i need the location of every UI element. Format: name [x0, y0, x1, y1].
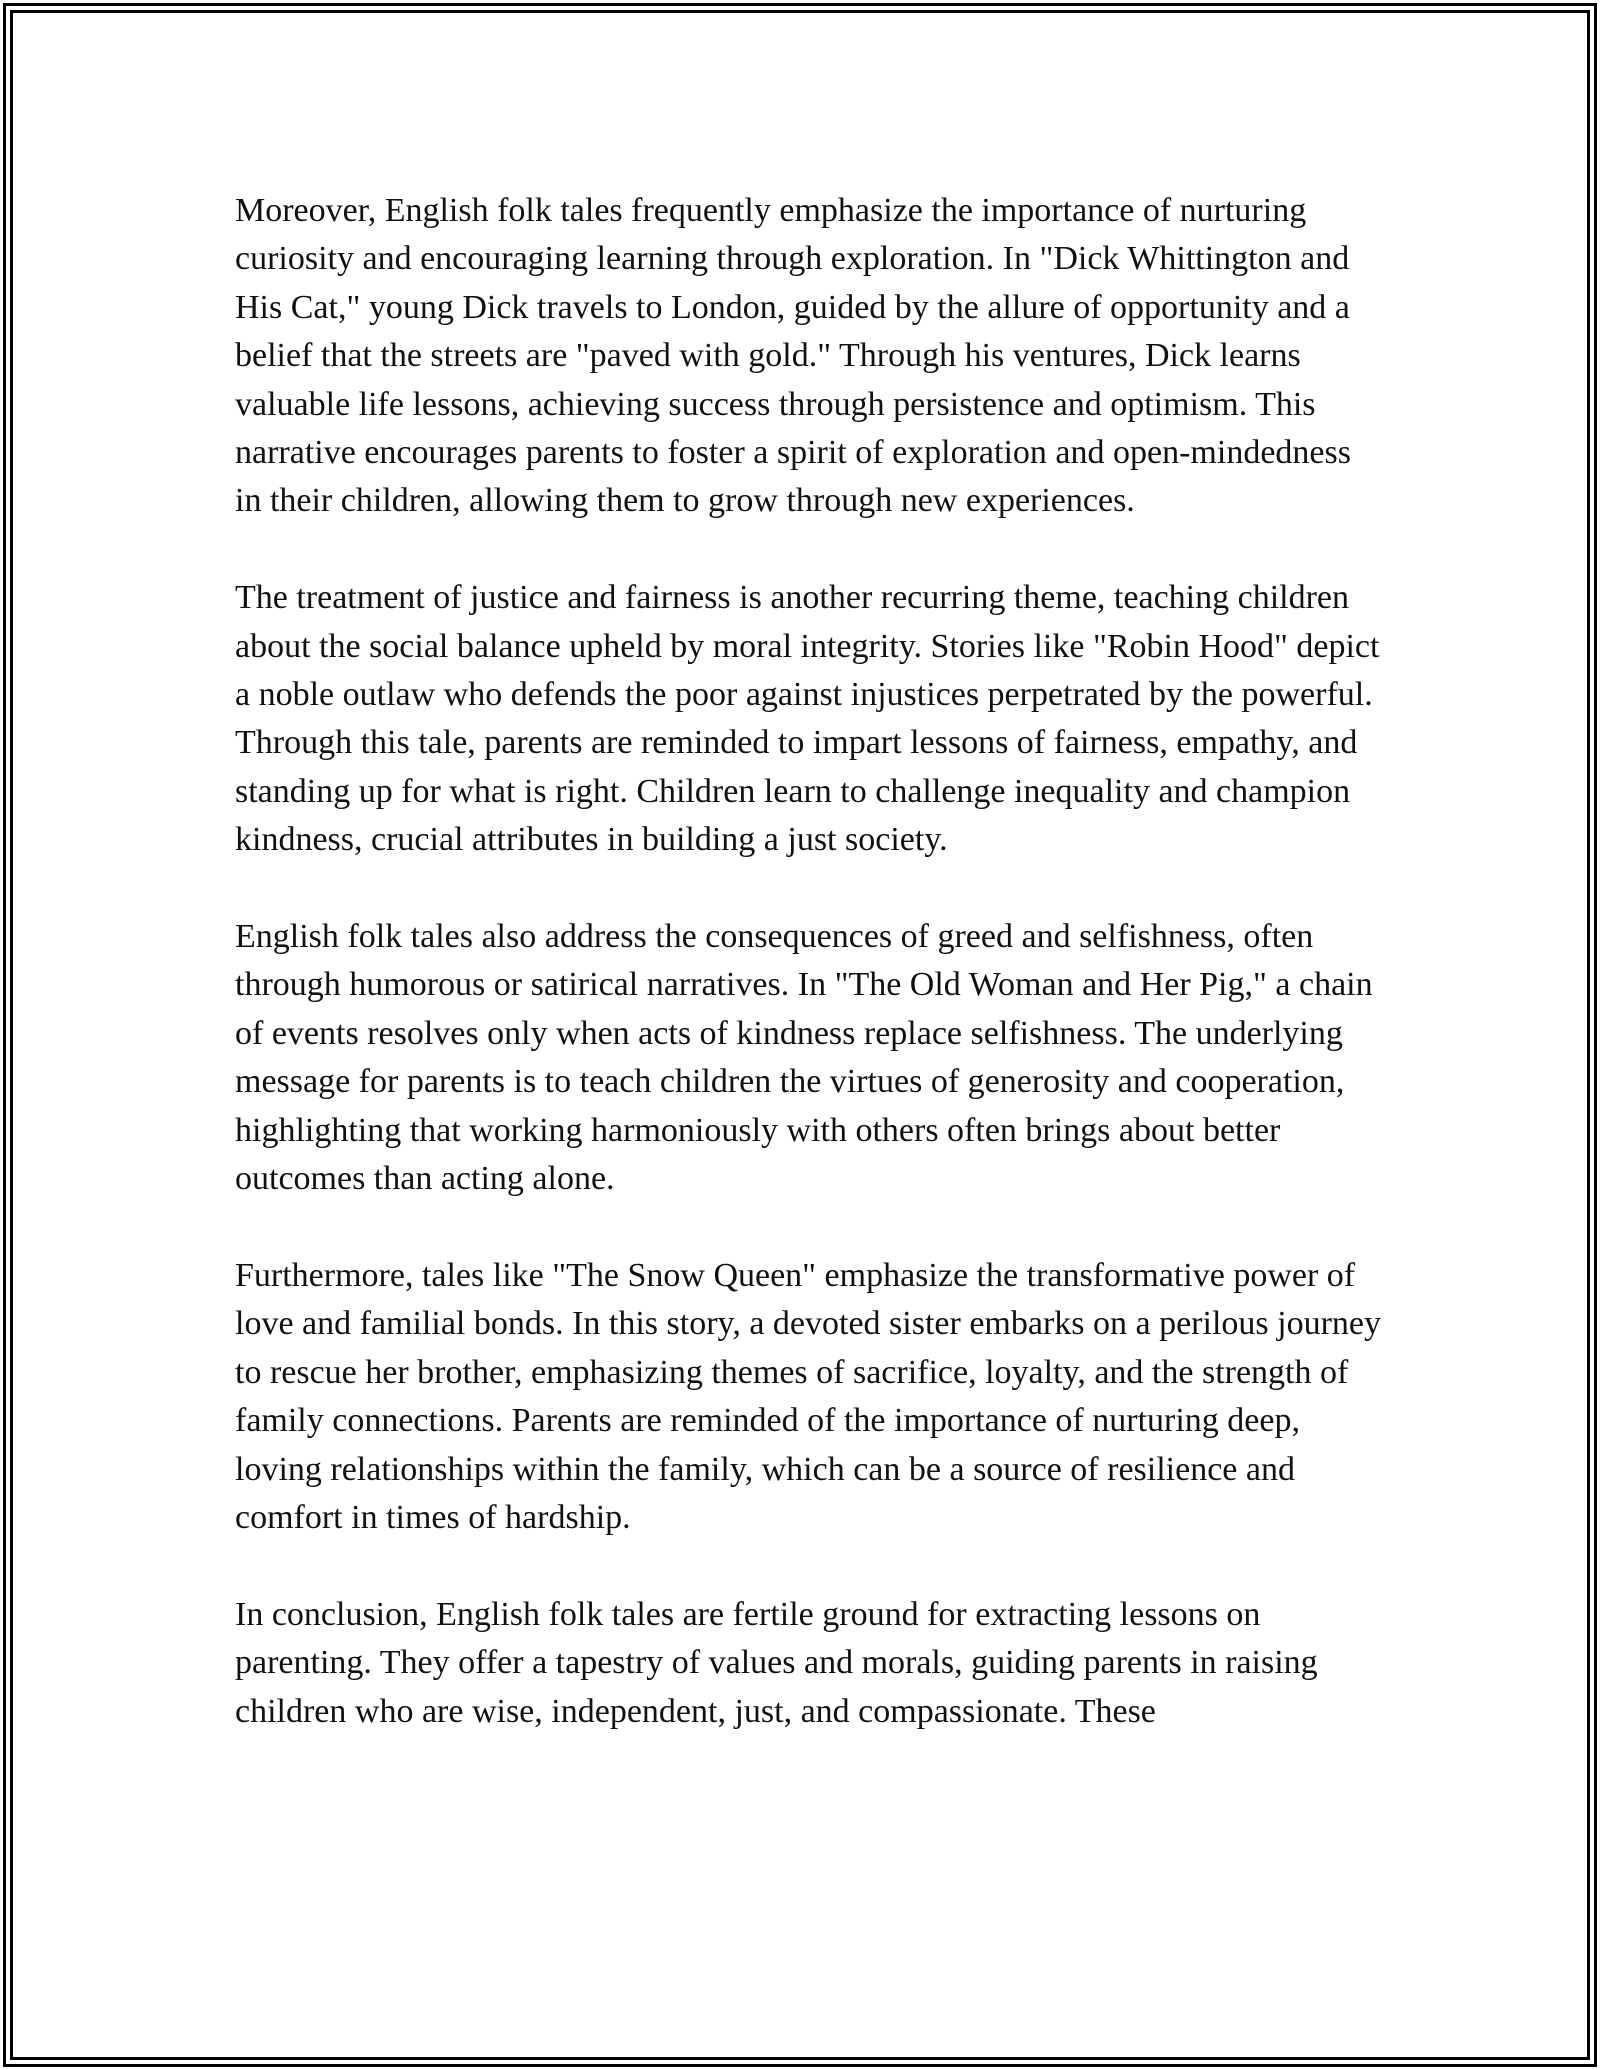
paragraph-justice: The treatment of justice and fairness is another recurring theme, teaching children about the social balance upheld by moral integrity. Stories like "Robin Hood" depict a noble outlaw who defends the poor against injustices perpetrated by the powerful. Through this tale, parents are reminded to impart lessons of fairness, empathy, and standing up for what is right. Children learn to challenge inequality and champion kindness, crucial attributes in building a just society.	[235, 579, 1380, 859]
document-body	[235, 187, 1385, 1784]
paragraph-greed: English folk tales also address the consequences of greed and selfishness, often through humorous or satirical narratives. In "The Old Woman and Her Pig," a chain of events resolves only when acts of kindness replace selfishness. The underlying message for parents is to teach children the virtues of generosity and cooperation, highlighting that working harmoniously with others often brings about better outcomes than acting alone.	[235, 918, 1373, 1198]
paragraph-conclusion: In conclusion, English folk tales are fertile ground for extracting lessons on parenting. They offer a tapestry of values and morals, guiding parents in raising children who are wise, independent, just, and compassionate. These	[235, 1595, 1318, 1730]
paragraph-love: Furthermore, tales like "The Snow Queen" emphasize the transformative power of love and familial bonds. In this story, a devoted sister embarks on a perilous journey to rescue her brother, emphasizing themes of sacrifice, loyalty, and the strength of family connections. Parents are reminded of the importance of nurturing deep, loving relationships within the family, which can be a source of resilience and comfort in times of hardship.	[235, 1256, 1381, 1536]
paragraph-curiosity: Moreover, English folk tales frequently emphasize the importance of nurturing curiosity and encouraging learning through exploration. In "Dick Whittington and His Cat," young Dick travels to London, guided by the allure of opportunity and a belief that the streets are "paved with gold." Through his ventures, Dick learns valuable life lessons, achieving success through persistence and optimism. This narrative encourages parents to foster a spirit of exploration and open-mindedness in their children, allowing them to grow through new experiences.	[235, 192, 1351, 520]
